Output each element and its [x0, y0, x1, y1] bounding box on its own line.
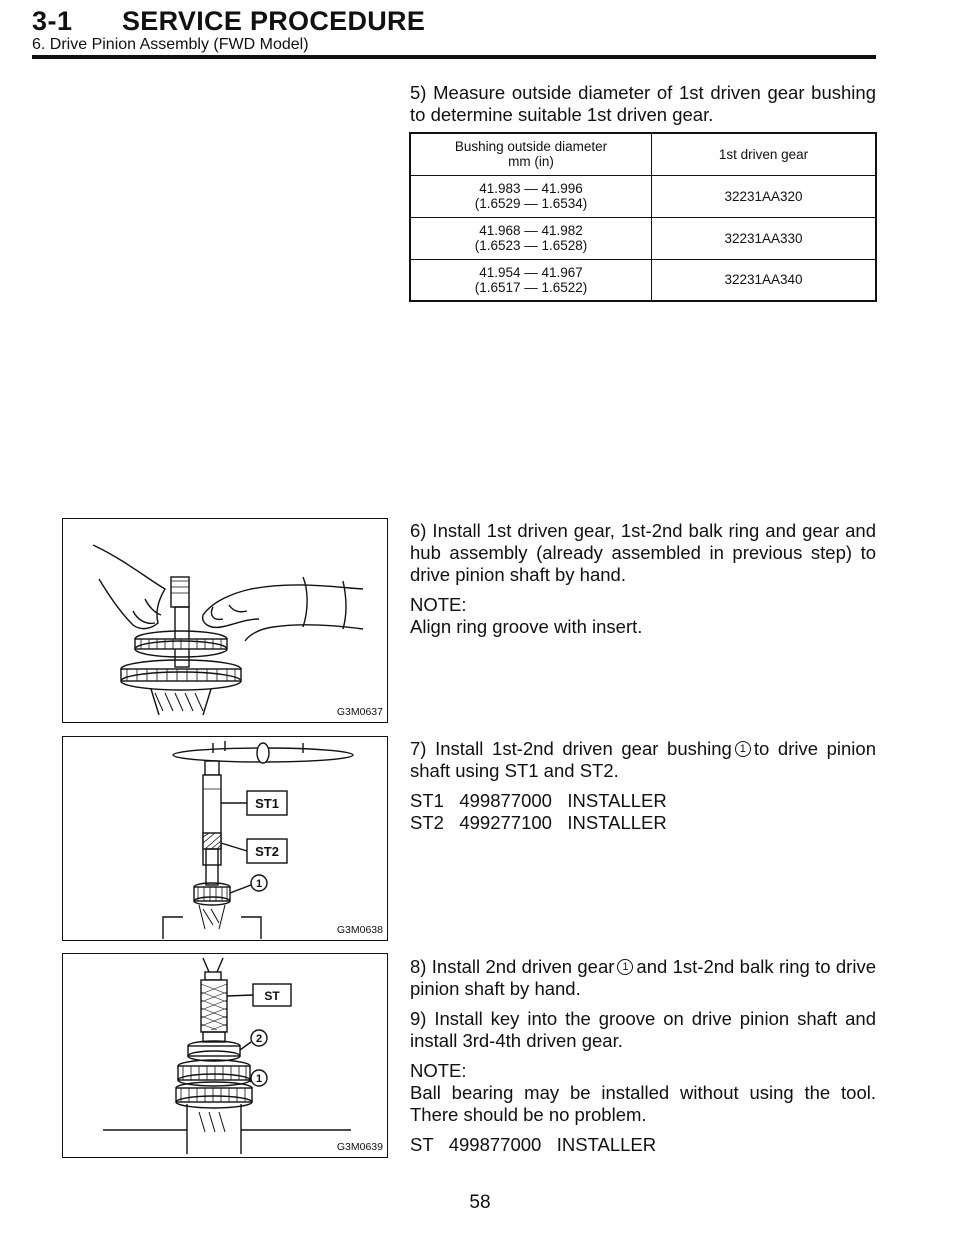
table-header-row	[410, 133, 876, 175]
figure-st-installer	[62, 953, 388, 1158]
note-label: NOTE:	[410, 594, 467, 615]
step-5-text: 5) Measure outside diameter of 1st driven gear bushing to determine suitable 1st driven gear.	[410, 82, 876, 125]
figure-code: G3M0637	[336, 706, 383, 718]
section-title: SERVICE PROCEDURE	[122, 6, 426, 36]
step-7-text	[410, 738, 876, 782]
step-6	[410, 520, 876, 638]
range-in: (1.6523 — 1.6528)	[474, 238, 588, 253]
figure-illustration	[63, 519, 387, 722]
table-cell	[410, 259, 652, 301]
figure-illustration	[63, 954, 387, 1157]
note-label: NOTE:	[410, 1060, 467, 1081]
range-in: (1.6529 — 1.6534)	[474, 196, 588, 211]
figure-code: G3M0639	[336, 1141, 383, 1153]
step-8-text-b: and 1st-2nd balk ring to drive pinion shaft by hand.	[410, 956, 876, 999]
figure-code: G3M0638	[336, 924, 383, 936]
bushing-gear-table	[409, 132, 877, 302]
table-cell	[410, 217, 652, 259]
range-mm: 41.954 — 41.967	[479, 264, 583, 280]
note-text: Align ring groove with insert.	[410, 616, 643, 637]
section-subtitle: 6. Drive Pinion Assembly (FWD Model)	[32, 36, 309, 53]
callout-1: 1	[617, 959, 633, 975]
table-row	[410, 259, 876, 301]
st1-label: ST1	[255, 796, 279, 811]
step-9-text: 9) Install key into the groove on drive pinion shaft and install 3rd-4th driven gear.	[410, 1008, 876, 1051]
figure-illustration	[63, 737, 387, 940]
page-number: 58	[469, 1192, 491, 1213]
table-row	[410, 217, 876, 259]
header-rule	[32, 55, 876, 59]
step-8-9	[410, 956, 876, 1156]
table-cell: 32231AA340	[652, 259, 877, 301]
callout-2-label: 2	[255, 1033, 263, 1045]
step-5	[410, 82, 876, 126]
table-header-cell: Bushing outside diameter mm (in)	[410, 133, 652, 175]
range-mm: 41.968 — 41.982	[479, 223, 583, 238]
tool-line: ST1 499877000 INSTALLER	[410, 790, 667, 811]
table-cell: 32231AA330	[652, 217, 877, 259]
step-7-text-a: 7) Install 1st-2nd driven gear bushing	[410, 738, 732, 759]
section-number: 3-1	[32, 6, 73, 36]
callout-1-label: 1	[255, 878, 263, 890]
table-cell: 32231AA320	[652, 175, 877, 217]
st2-label: ST2	[255, 844, 279, 859]
step-8-text-a: 8) Install 2nd driven gear	[410, 956, 615, 977]
st-label: ST	[264, 989, 280, 1003]
tool-line: ST 499877000 INSTALLER	[410, 1134, 657, 1155]
table-header-cell: 1st driven gear	[652, 133, 877, 175]
callout-1-label: 1	[255, 1073, 263, 1085]
figure-press-st1-st2	[62, 736, 388, 941]
note-text: Ball bearing may be installed without using the tool. There should be no problem.	[410, 1082, 876, 1125]
step-7-text-b: to drive pinion shaft using ST1 and ST2.	[410, 738, 876, 781]
figure-hands-install-gear	[62, 518, 388, 723]
range-in: (1.6517 — 1.6522)	[474, 279, 588, 295]
step-8-text	[410, 956, 876, 1000]
step-7	[410, 738, 876, 834]
range-mm: 41.983 — 41.996	[479, 181, 583, 196]
tool-line: ST2 499277100 INSTALLER	[410, 812, 667, 833]
table-cell	[410, 175, 652, 217]
step-6-text: 6) Install 1st driven gear, 1st-2nd balk ring and gear and hub assembly (already assembled in previous step) to drive pinion shaft by hand.	[410, 520, 876, 585]
callout-1: 1	[735, 741, 751, 757]
table-row	[410, 175, 876, 217]
